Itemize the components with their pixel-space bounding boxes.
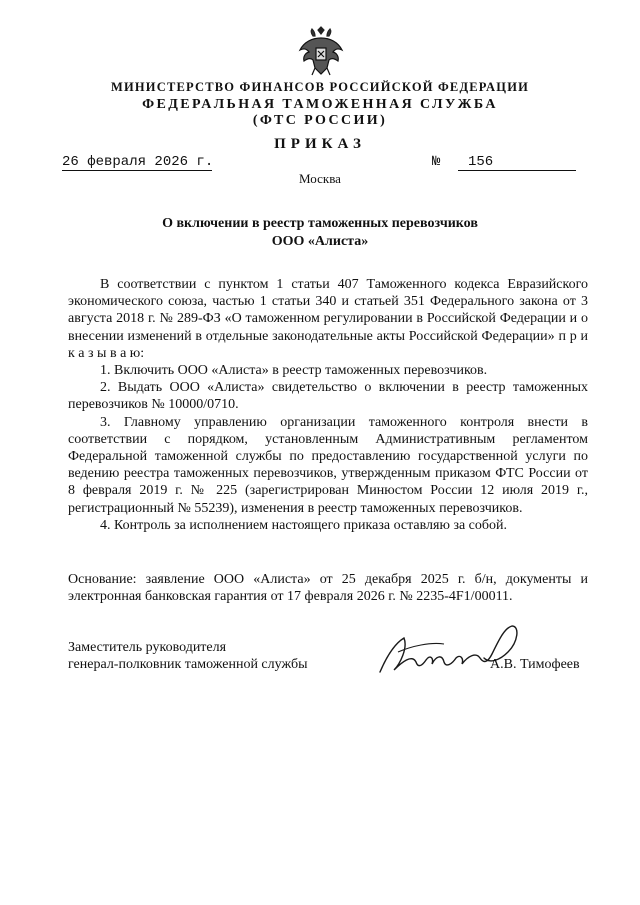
service-heading: ФЕДЕРАЛЬНАЯ ТАМОЖЕННАЯ СЛУЖБА [142,97,498,112]
order-title-line2: ООО «Алиста» [271,234,369,249]
signatory-name: А.В. Тимофеев [490,657,580,672]
order-item-3: 3. Главному управлению организации таможенного контроля внести в соответствии с порядком, установленным Административным регламентом Федеральной таможенной службы по предоставлению государственной услуги по ведению реестра таможенных перевозчиков, утвержденным приказом ФТС России от 8 февраля 2019 г. № 225 (зарегистрирован Минюстом России 12 июля 2019 г., регистрационный № 55239), изменения в реестр таможенных перевозчиков. [68,414,588,516]
order-date: 26 февраля 2026 г. [62,154,214,170]
order-item-4: 4. Контроль за исполнением настоящего приказа оставляю за собой. [100,517,508,533]
order-intro: В соответствии с пунктом 1 статьи 407 Таможенного кодекса Евразийского экономического союза, частью 1 статьи 340 и статьей 351 Федерального закона от 3 августа 2018 г. № 289-ФЗ «О таможенном регулировании в Российской Федерации и о внесении изменений в отдельные законодательные акты Российской Федерации» п р и к а з ы в а ю: [68,277,588,361]
state-emblem-icon [298,26,344,78]
service-short-heading: (ФТС РОССИИ) [252,113,388,128]
order-body [68,276,588,534]
order-item-1: 1. Включить ООО «Алиста» в реестр таможенных перевозчиков. [100,363,488,379]
signatory-role-line1: Заместитель руководителя [68,640,227,655]
signatory-role-line2: генерал-полковник таможенной службы [68,657,308,672]
order-title [0,215,640,251]
city: Москва [299,171,341,186]
order-number: 156 [468,154,494,170]
basis-paragraph: Основание: заявление ООО «Алиста» от 25 декабря 2025 г. б/н, документы и электронная банковская гарантия от 17 февраля 2026 г. № 2235-4F1/00011. [68,572,588,605]
order-number-sign: № [432,154,441,170]
ministry-heading: МИНИСТЕРСТВО ФИНАНСОВ РОССИЙСКОЙ ФЕДЕРАЦИИ [110,80,530,94]
order-item-2: 2. Выдать ООО «Алиста» свидетельство о включении в реестр таможенных перевозчиков № 10000/0710. [68,380,588,413]
document-type-heading: ПРИКАЗ [274,136,366,152]
order-title-line1: О включении в реестр таможенных перевозчиков [162,216,478,231]
